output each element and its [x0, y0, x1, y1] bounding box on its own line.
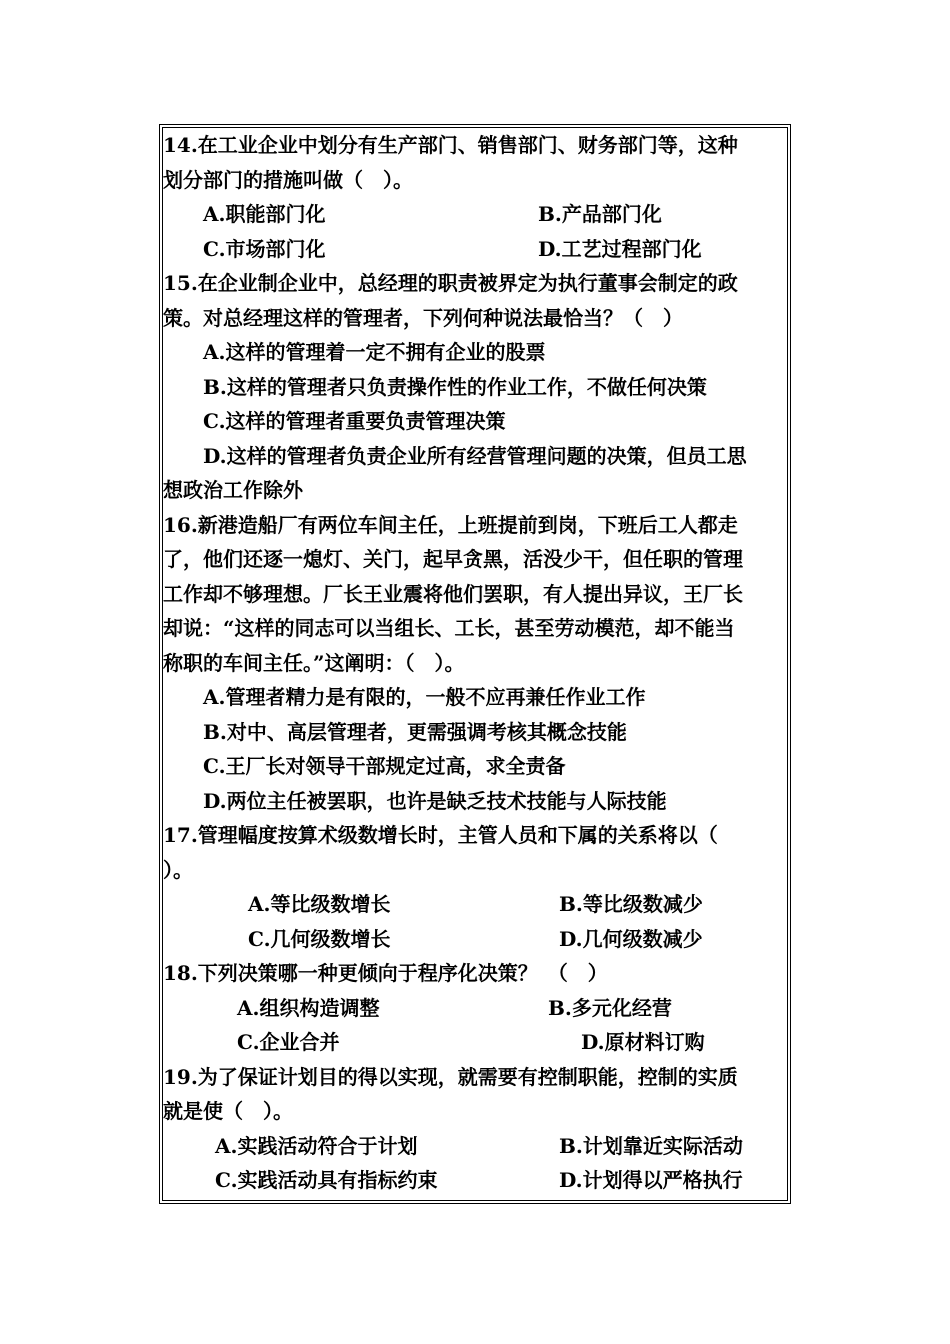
question-18 [163, 956, 787, 1060]
question-19-options-row-1 [163, 1129, 787, 1164]
question-14-option-c: C.市场部门化 [203, 236, 326, 261]
question-19-option-c: C.实践活动具有指标约束 [215, 1168, 438, 1192]
question-19-option-a: A.实践活动符合于计划 [215, 1133, 418, 1158]
question-18-option-a: A.组织构造调整 [237, 995, 380, 1020]
question-17-stem-line-1: 17.管理幅度按算术级数增长时，主管人员和下属的关系将以（ [163, 823, 718, 847]
question-17-options-row-2 [163, 922, 787, 957]
question-18-options-row-1 [163, 991, 787, 1026]
question-16-stem-line-2: 了，他们还逐一熄灯、关门，起早贪黑，活没少干，但任职的管理 [163, 547, 743, 571]
question-18-options-row-2 [163, 1025, 787, 1060]
question-19-options-row-2 [163, 1163, 787, 1198]
question-15-option-d-continuation: 想政治工作除外 [163, 478, 303, 502]
question-14-option-b: B.产品部门化 [538, 202, 662, 226]
question-15-option-a: A.这样的管理着一定不拥有企业的股票 [203, 340, 546, 364]
question-14-stem-line-2: 划分部门的措施叫做（ ）。 [163, 167, 413, 192]
question-list [163, 128, 787, 1198]
question-17 [163, 818, 787, 956]
question-table-frame [159, 124, 791, 1204]
question-16-stem-line-1: 16.新港造船厂有两位车间主任，上班提前到岗，下班后工人都走 [163, 512, 738, 537]
question-18-stem-line-1: 18.下列决策哪一种更倾向于程序化决策？ （ ） [163, 961, 608, 985]
question-14 [163, 128, 787, 266]
question-14-options-row-1 [163, 197, 787, 232]
question-16-option-a: A.管理者精力是有限的，一般不应再兼任作业工作 [203, 685, 646, 709]
question-14-stem-line-1: 14.在工业企业中划分有生产部门、销售部门、财务部门等，这种 [163, 133, 738, 157]
question-19-stem-line-1: 19.为了保证计划目的得以实现，就需要有控制职能，控制的实质 [163, 1064, 738, 1089]
question-15-option-d: D.这样的管理者负责企业所有经营管理问题的决策，但员工思 [203, 443, 747, 468]
question-16-stem-line-4: 却说：“这样的同志可以当组长、工长，甚至劳动模范，却不能当 [163, 616, 735, 640]
question-19-stem-line-2: 就是使（ ）。 [163, 1099, 293, 1123]
question-15-option-c: C.这样的管理者重要负责管理决策 [203, 409, 506, 433]
question-19 [163, 1060, 787, 1198]
question-16 [163, 508, 787, 819]
question-15-option-b: B.这样的管理者只负责操作性的作业工作，不做任何决策 [203, 374, 707, 399]
question-16-stem-line-5: 称职的车间主任。”这阐明：（ ）。 [163, 650, 465, 675]
question-14-options-row-2 [163, 232, 787, 267]
question-14-option-a: A.职能部门化 [203, 202, 326, 226]
question-15-stem-line-1: 15.在企业制企业中，总经理的职责被界定为执行董事会制定的政 [163, 271, 738, 295]
question-18-option-d: D.原材料订购 [581, 1030, 705, 1054]
question-19-option-b: B.计划靠近实际活动 [559, 1133, 743, 1158]
question-19-option-d: D.计划得以严格执行 [559, 1168, 743, 1192]
question-17-options-row-1 [163, 887, 787, 922]
question-17-option-b: B.等比级数减少 [559, 892, 703, 916]
question-17-stem-line-2: ）。 [163, 857, 193, 882]
question-15-stem-line-2: 策。对总经理这样的管理者，下列何种说法最恰当？（ ） [163, 305, 683, 330]
question-16-stem-line-3: 工作却不够理想。厂长王业震将他们罢职，有人提出异议，王厂长 [163, 581, 743, 606]
question-16-option-c: C.王厂长对领导干部规定过高，求全责备 [203, 754, 566, 778]
question-14-option-d: D.工艺过程部门化 [538, 236, 702, 261]
question-17-option-c: C.几何级数增长 [248, 926, 391, 951]
question-18-option-c: C.企业合并 [237, 1030, 340, 1054]
question-15 [163, 266, 787, 508]
question-17-option-d: D.几何级数减少 [559, 926, 703, 951]
question-16-option-b: B.对中、高层管理者，更需强调考核其概念技能 [203, 719, 627, 744]
question-16-option-d: D.两位主任被罢职，也许是缺乏技术技能与人际技能 [203, 788, 667, 813]
question-17-option-a: A.等比级数增长 [248, 892, 391, 916]
question-18-option-b: B.多元化经营 [548, 995, 672, 1020]
